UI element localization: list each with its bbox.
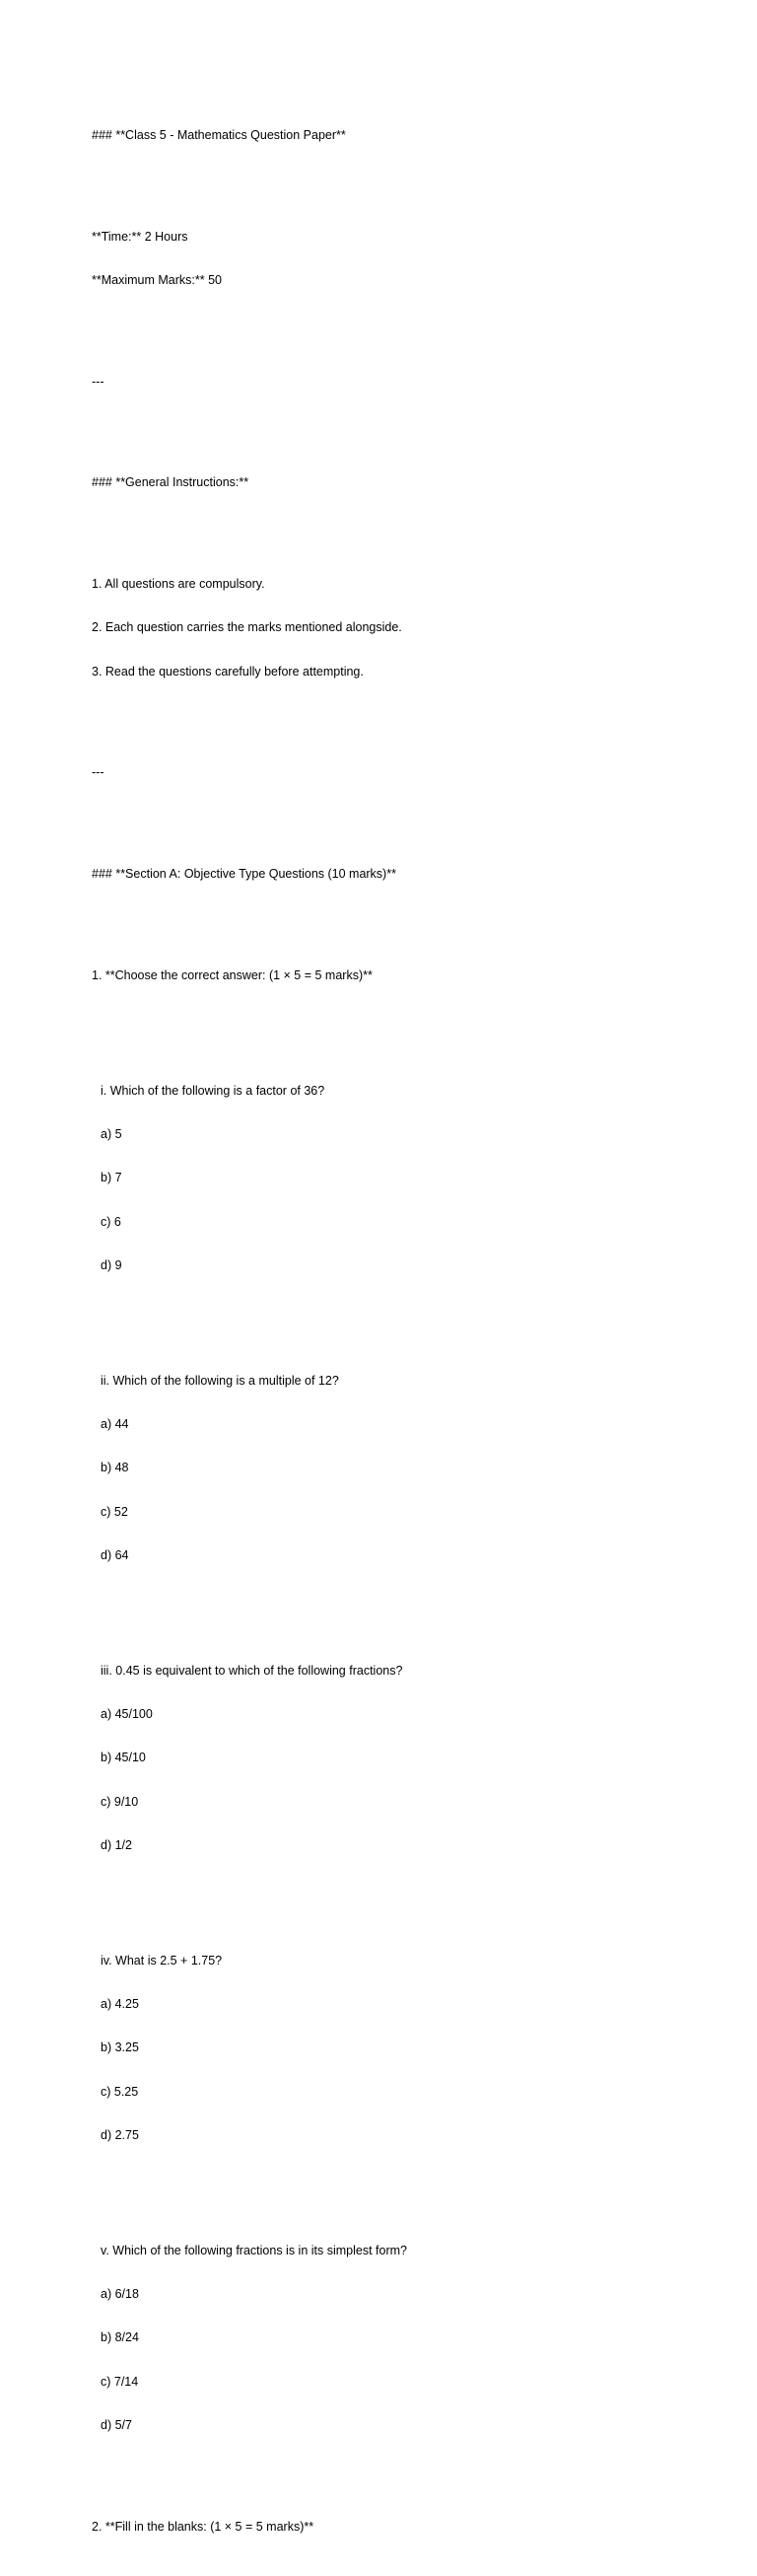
option-item: d) 2.75 [101,2128,139,2143]
question-text: i. Which of the following is a factor of 36? [101,1083,325,1098]
option-item: c) 7/14 [101,2374,139,2389]
option-item: a) 5 [101,1126,122,1141]
option-item: a) 45/100 [101,1707,153,1721]
option-item: d) 5/7 [101,2418,132,2433]
question-text: iii. 0.45 is equivalent to which of the following fractions? [101,1663,403,1678]
option-item: b) 8/24 [101,2330,139,2345]
horizontal-rule: --- [92,374,104,389]
option-item: a) 6/18 [101,2287,139,2302]
option-item: c) 52 [101,1504,128,1519]
blank-line [92,1591,723,1607]
instruction-item: 2. Each question carries the marks mentioned alongside. [92,620,402,635]
document-body [92,86,723,2576]
section-a-heading: ### **Section A: Objective Type Questions (10 marks)** [92,867,396,882]
instruction-item: 3. Read the questions carefully before attempting. [92,664,364,679]
blank-line [92,519,723,535]
instruction-item: 1. All questions are compulsory. [92,577,265,592]
option-item: d) 1/2 [101,1838,132,1853]
blank-line [92,1301,723,1317]
blank-line [92,417,723,433]
blank-line [92,171,723,186]
option-item: d) 9 [101,1257,122,1272]
paper-title: ### **Class 5 - Mathematics Question Paper** [92,128,346,142]
horizontal-rule: --- [92,765,104,780]
option-item: b) 45/10 [101,1751,146,1765]
option-item: c) 9/10 [101,1794,139,1809]
option-item: a) 4.25 [101,1997,139,2012]
blank-line [92,1881,723,1896]
question-text: iv. What is 2.5 + 1.75? [101,1953,223,1968]
option-item: b) 48 [101,1461,129,1475]
option-item: c) 6 [101,1214,121,1229]
option-item: b) 7 [101,1171,122,1185]
blank-line [92,707,723,723]
option-item: c) 5.25 [101,2084,139,2099]
option-item: a) 44 [101,1416,129,1431]
option-item: d) 64 [101,1547,129,1562]
instructions-heading: ### **General Instructions:** [92,475,249,490]
option-item: b) 3.25 [101,2040,139,2055]
time-line: **Time:** 2 Hours [92,229,188,244]
blank-line [92,910,723,926]
question-text: ii. Which of the following is a multiple of 12? [101,1373,339,1388]
blank-line [92,2462,723,2477]
question-1-heading: 1. **Choose the correct answer: (1 × 5 = 5 marks)** [92,967,373,982]
blank-line [92,316,723,331]
max-marks-line: **Maximum Marks:** 50 [92,273,222,288]
question-text: v. Which of the following fractions is in its simplest form? [101,2243,407,2257]
blank-line [92,2171,723,2186]
blank-line [92,1011,723,1027]
blank-line [92,809,723,824]
question-2-heading: 2. **Fill in the blanks: (1 × 5 = 5 marks)** [92,2519,314,2534]
